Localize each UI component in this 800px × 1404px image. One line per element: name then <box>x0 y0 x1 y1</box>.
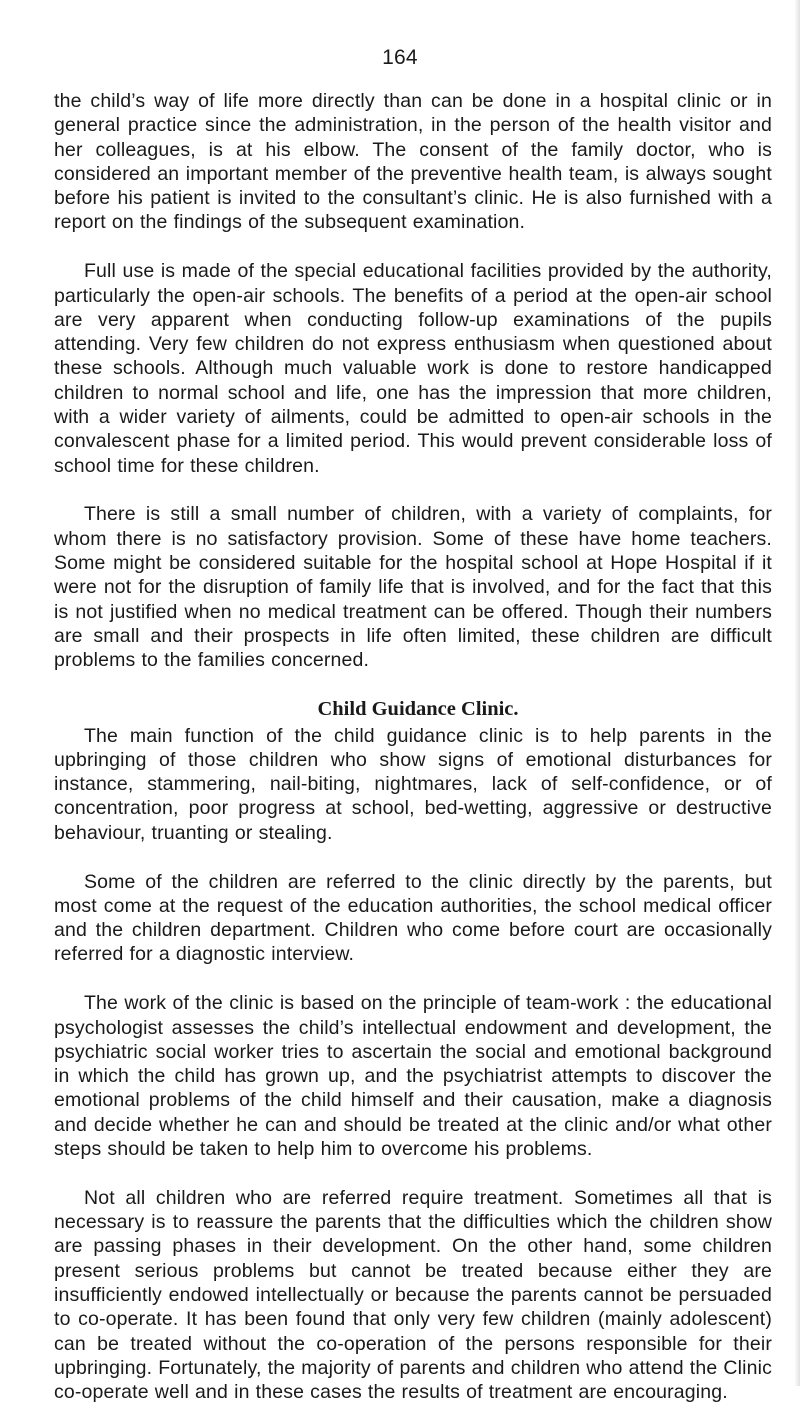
paragraph-open-air-schools: Full use is made of the special educational facilities provided by the authority, particularly the open-air schools. The benefits of a period at the open-air school are very apparent when conducting follow-up examinations of the pupils attending. Very few children do not express enthusiasm when questioned about these schools. Although much valuable work is done to restore handicapped children to normal school and life, one has the impression that more children, with a wider variety of ailments, could be admitted to open-air schools in the convalescent phase for a limited period. This would prevent considerable loss of school time for these children. <box>54 260 772 477</box>
page-body <box>54 89 772 1404</box>
paragraph-continuation: the child’s way of life more directly than can be done in a hospital clinic or in general practice since the administration, in the person of the health visitor and her colleagues, is at his elbow. The consent of the family doctor, who is considered an important member of the preventive health team, is always sought before his patient is invited to the consultant’s clinic. He is also furnished with a report on the findings of the subsequent examination. <box>54 90 772 234</box>
section-heading-child-guidance: Child Guidance Clinic. <box>317 697 519 720</box>
page-number: 164 <box>382 46 418 69</box>
paragraph-team-work: The work of the clinic is based on the principle of team-work : the educational psychologist assesses the child’s intellectual endowment and development, the psychiatric social worker tries to ascertain the social and emotional background in which the child has grown up, and the psychiatrist attempts to discover the emotional problems of the child himself and their causation, make a diagnosis and decide whether he can and should be treated at the clinic and/or what other steps should be taken to help him to overcome his problems. <box>54 992 772 1160</box>
paragraph-referrals: Some of the children are referred to the clinic directly by the parents, but most come at the request of the education authorities, the school medical officer and the children department. Children who come before court are occasionally referred for a diagnostic interview. <box>54 870 772 966</box>
paragraph-main-function: The main function of the child guidance clinic is to help parents in the upbringing of those children who show signs of emotional disturbances for instance, stammering, nail-biting, nightmares, lack of self-confidence, or of concentration, poor progress at school, bed-wetting, aggressive or destructive behaviour, truanting or stealing. <box>54 724 772 844</box>
paragraph-no-provision: There is still a small number of children, with a variety of complaints, for whom there is no satisfactory provision. Some of these have home teachers. Some might be considered suitable for the hospital school at Hope Hospital if it were not for the disruption of family life that is involved, and for the fact that this is not justified when no medical treatment can be offered. Though their numbers are small and their prospects in life often limited, these children are difficult problems to the families concerned. <box>54 503 772 672</box>
paragraph-treatment: Not all children who are referred require treatment. Sometimes all that is necessary is to reassure the parents that the difficulties which the children show are passing phases in their development. On the other hand, some children present serious problems but cannot be treated because either they are insufficiently endowed intellectually or because the parents cannot be persuaded to co-operate. It has been found that only very few children (mainly adolescent) can be treated without the co-operation of the persons responsible for their upbringing. Fortunately, the majority of parents and children who attend the Clinic co-operate well and in these cases the results of treatment are encouraging. <box>54 1186 772 1404</box>
page-edge-shadow <box>794 0 800 1386</box>
